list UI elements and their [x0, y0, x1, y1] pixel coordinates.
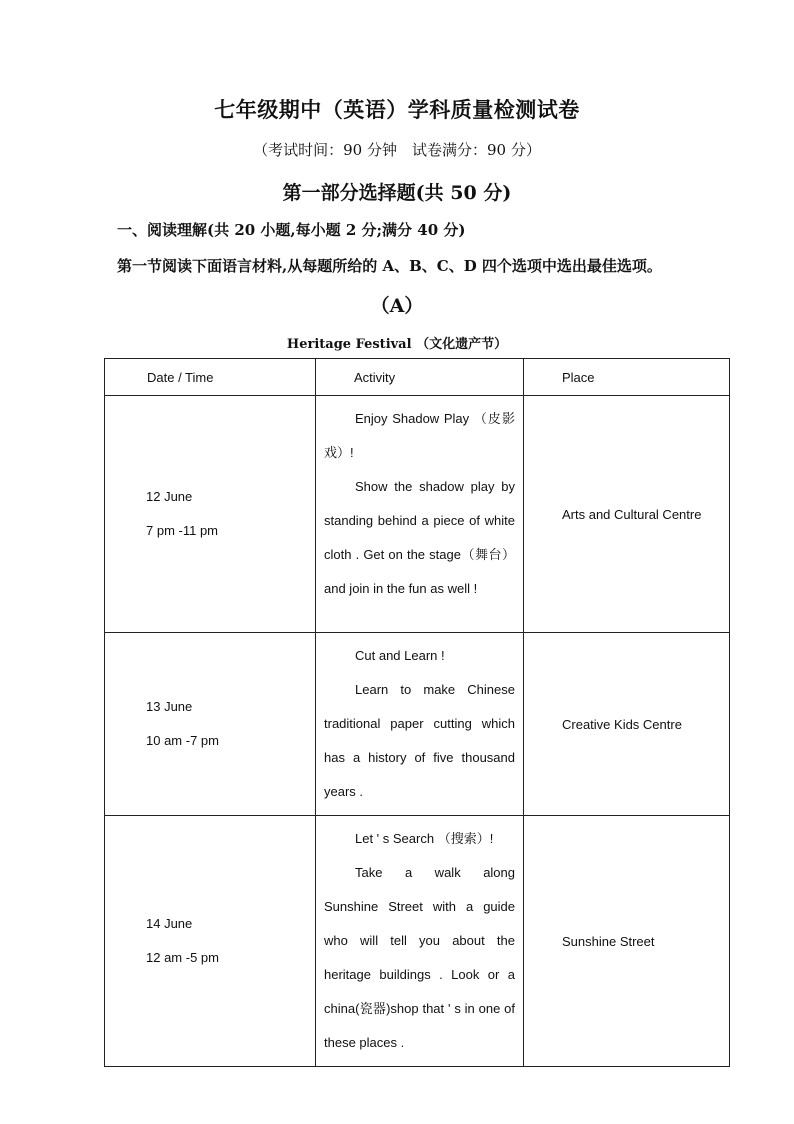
- table-row: [105, 396, 730, 633]
- table-caption: Heritage Festival （文化遗产节）: [286, 337, 508, 352]
- place-cell: Sunshine Street: [524, 816, 730, 1067]
- header-activity: Activity: [316, 359, 524, 396]
- date-time-cell: [105, 816, 316, 1067]
- activity-title: Let ' s Search （搜索）!: [355, 831, 494, 846]
- activity-cell: [316, 816, 524, 1067]
- table-header-row: [105, 359, 730, 396]
- activity-description: Show the shadow play by standing behind a piece of white cloth . Get on the stage（舞台）and join in the fun as well !: [324, 479, 515, 596]
- table-row: [105, 816, 730, 1067]
- date-text: 14 June: [146, 916, 193, 931]
- time-text: 10 am -7 pm: [146, 733, 219, 748]
- exam-title: 七年级期中（英语）学科质量检测试卷: [214, 97, 580, 122]
- activity-cell: [316, 396, 524, 633]
- date-text: 12 June: [146, 489, 193, 504]
- festival-table: [104, 358, 730, 1067]
- activity-description: Learn to make Chinese traditional paper cutting which has a history of five thousand years .: [324, 682, 515, 799]
- section-heading: 一、阅读理解(共 20 小题,每小题 2 分;满分 40 分): [117, 221, 466, 239]
- exam-subtitle: （考试时间：90 分钟 试卷满分：90 分）: [253, 141, 541, 159]
- date-time-cell: [105, 633, 316, 816]
- activity-title: Cut and Learn !: [355, 648, 445, 663]
- section-instruction: 第一节阅读下面语言材料,从每题所给的 A、B、C、D 四个选项中选出最佳选项。: [117, 257, 662, 275]
- passage-label: （A）: [370, 295, 424, 317]
- activity-title: Enjoy Shadow Play （皮影戏）!: [324, 411, 515, 460]
- date-text: 13 June: [146, 699, 193, 714]
- place-cell: Arts and Cultural Centre: [524, 396, 730, 633]
- time-text: 12 am -5 pm: [146, 950, 219, 965]
- activity-description: Take a walk along Sunshine Street with a guide who will tell you about the heritage buildings . Look or a china(瓷器)shop that ' s in one of these places .: [324, 865, 515, 1050]
- date-time-cell: [105, 396, 316, 633]
- activity-cell: [316, 633, 524, 816]
- table-row: [105, 633, 730, 816]
- header-place: Place: [524, 359, 730, 396]
- header-date-time: Date / Time: [105, 359, 316, 396]
- place-cell: Creative Kids Centre: [524, 633, 730, 816]
- time-text: 7 pm -11 pm: [146, 523, 219, 538]
- part-one-title: 第一部分选择题(共 50 分): [282, 182, 512, 204]
